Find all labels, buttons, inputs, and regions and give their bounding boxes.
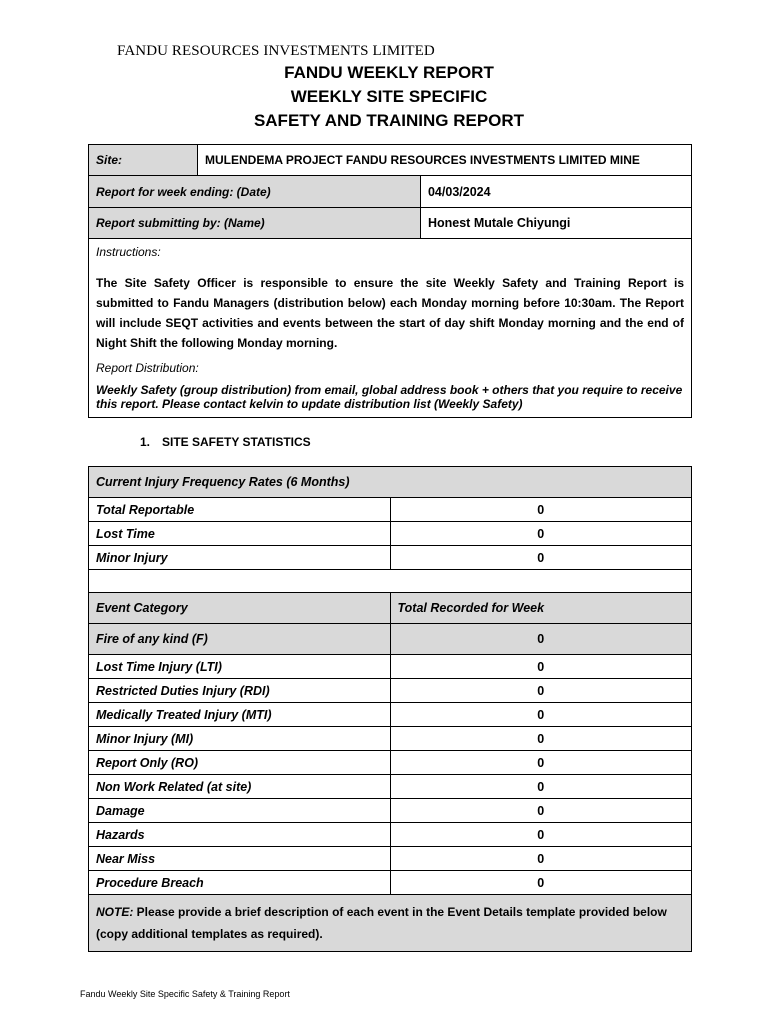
report-info-table <box>88 144 692 418</box>
row-label: Restricted Duties Injury (RDI) <box>89 679 391 703</box>
row-value: 0 <box>390 847 692 871</box>
row-value: 0 <box>390 498 692 522</box>
week-ending-value: 04/03/2024 <box>420 176 691 208</box>
event-header-row <box>89 593 692 624</box>
row-label: Hazards <box>89 823 391 847</box>
row-label: Damage <box>89 799 391 823</box>
row-label: Minor Injury <box>89 546 391 570</box>
row-value: 0 <box>390 655 692 679</box>
row-label: Fire of any kind (F) <box>89 624 391 655</box>
week-ending-label: Report for week ending: (Date) <box>89 176 421 208</box>
safety-statistics-table <box>88 466 692 952</box>
row-label: Procedure Breach <box>89 871 391 895</box>
instructions-cell <box>89 239 692 418</box>
distribution-text: Weekly Safety (group distribution) from email, global address book + others that you require to receive this report. Please contact kelvin to update distribution list (Weekly Safety) <box>96 383 683 411</box>
submitted-by-value: Honest Mutale Chiyungi <box>420 208 691 239</box>
row-label: Report Only (RO) <box>89 751 391 775</box>
section-heading <box>140 435 311 449</box>
row-label: Near Miss <box>89 847 391 871</box>
company-name: FANDU RESOURCES INVESTMENTS LIMITED <box>117 43 435 59</box>
row-value: 0 <box>390 522 692 546</box>
event-category-header: Event Category <box>89 593 391 624</box>
note-text: Please provide a brief description of each event in the Event Details template provided below (copy additional templates as required). <box>96 905 667 941</box>
row-label: Non Work Related (at site) <box>89 775 391 799</box>
row-label: Lost Time Injury (LTI) <box>89 655 391 679</box>
table-row <box>89 871 692 895</box>
row-label: Lost Time <box>89 522 391 546</box>
table-row <box>89 655 692 679</box>
row-value: 0 <box>390 751 692 775</box>
table-row <box>89 775 692 799</box>
row-value: 0 <box>390 624 692 655</box>
section-number: 1. <box>140 435 151 449</box>
row-value: 0 <box>390 727 692 751</box>
row-label: Minor Injury (MI) <box>89 727 391 751</box>
distribution-label: Report Distribution: <box>96 361 199 375</box>
row-label: Medically Treated Injury (MTI) <box>89 703 391 727</box>
section-title: SITE SAFETY STATISTICS <box>162 435 311 449</box>
row-label: Total Reportable <box>89 498 391 522</box>
frequency-header: Current Injury Frequency Rates (6 Months) <box>89 467 692 498</box>
table-row <box>89 751 692 775</box>
report-title: FANDU WEEKLY REPORT <box>284 63 494 82</box>
row-value: 0 <box>390 546 692 570</box>
row-value: 0 <box>390 799 692 823</box>
table-row <box>89 679 692 703</box>
note-label: NOTE: <box>96 905 134 919</box>
table-row <box>89 823 692 847</box>
row-value: 0 <box>390 775 692 799</box>
total-recorded-header: Total Recorded for Week <box>390 593 692 624</box>
submitted-by-label: Report submitting by: (Name) <box>89 208 421 239</box>
row-value: 0 <box>390 703 692 727</box>
instructions-label: Instructions: <box>96 245 161 259</box>
site-label: Site: <box>89 145 198 176</box>
site-value: MULENDEMA PROJECT FANDU RESOURCES INVESTMENTS LIMITED MINE <box>198 145 692 176</box>
table-row <box>89 498 692 522</box>
row-value: 0 <box>390 823 692 847</box>
note-cell <box>89 895 692 952</box>
table-row <box>89 624 692 655</box>
row-value: 0 <box>390 679 692 703</box>
table-row <box>89 727 692 751</box>
spacer-row <box>89 570 692 593</box>
instructions-text: The Site Safety Officer is responsible to ensure the site Weekly Safety and Training Report is submitted to Fandu Managers (distribution below) each Monday morning before 10:30am. The Report will include SEQT activities and events between the start of day shift Monday morning and the end of Night Shift the following Monday morning. <box>96 276 684 350</box>
report-subtitle-2: SAFETY AND TRAINING REPORT <box>253 111 525 130</box>
page-footer: Fandu Weekly Site Specific Safety & Training Report <box>80 989 290 999</box>
table-row <box>89 546 692 570</box>
table-row <box>89 522 692 546</box>
report-subtitle: WEEKLY SITE SPECIFIC <box>290 87 488 106</box>
row-value: 0 <box>390 871 692 895</box>
table-row <box>89 799 692 823</box>
table-row <box>89 847 692 871</box>
table-row <box>89 703 692 727</box>
note-row <box>89 895 692 952</box>
